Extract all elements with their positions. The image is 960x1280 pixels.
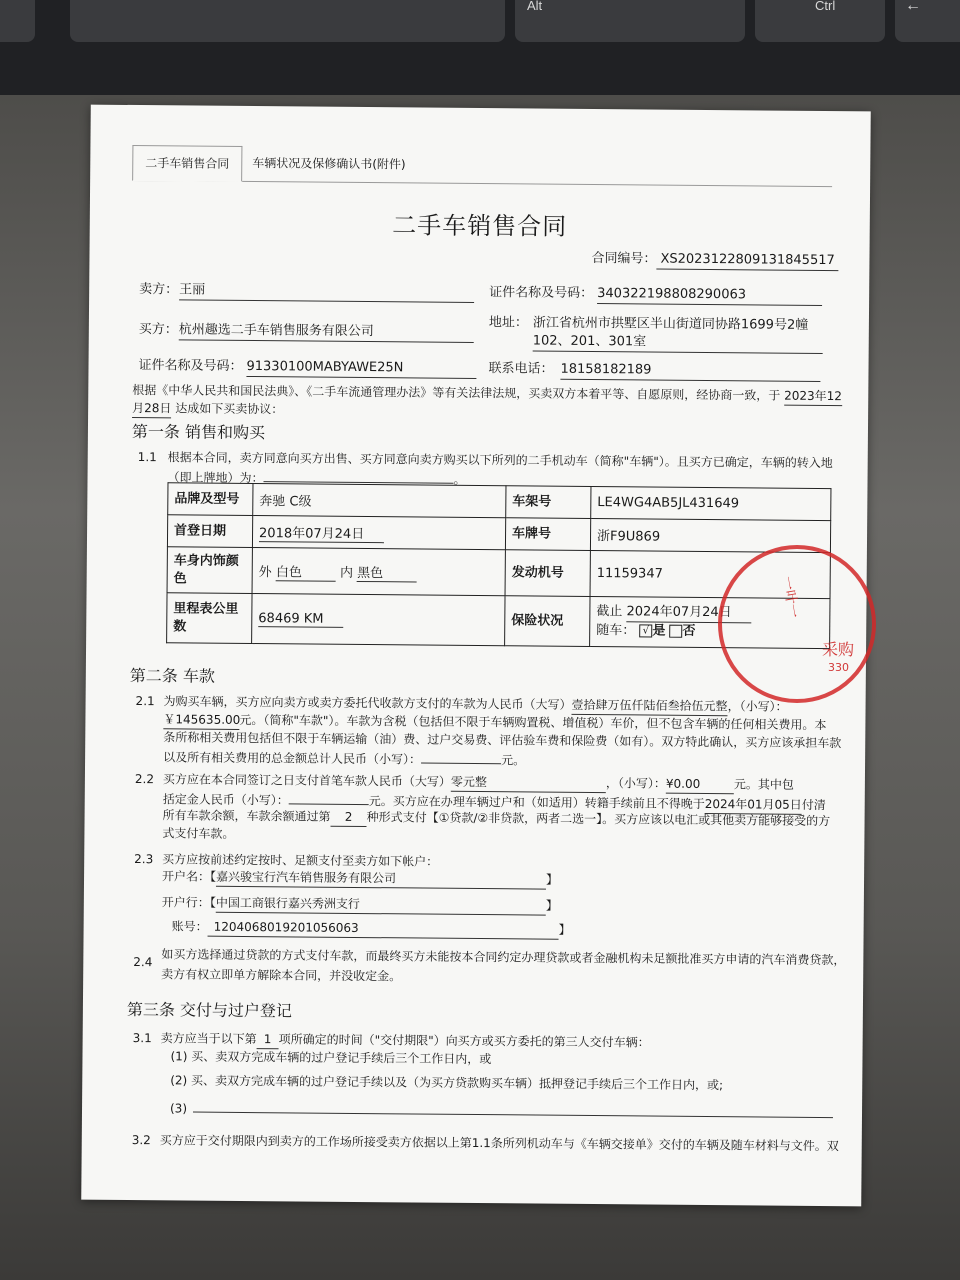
balance-deadline: 2024年01月05日: [705, 795, 802, 815]
contract-no-value: XS2023122809131845517: [656, 251, 838, 272]
article1-title: 第一条 销售和购买: [131, 421, 266, 443]
seller-id-label: 证件名称及号码：: [489, 285, 594, 302]
account-name-row: [162, 867, 558, 889]
mileage-value: 68469 KM: [258, 611, 343, 628]
total-blank: [421, 749, 501, 765]
buyer-id-label: 证件名称及号码：: [138, 358, 243, 374]
art3-2-no: 3.2: [131, 1133, 151, 1148]
art3-1-option3: [170, 1097, 833, 1123]
seal-text-middle: 采购: [822, 640, 855, 659]
article3-title: 第三条 交付与过户登记: [126, 999, 293, 1021]
art2-2-no: 2.2: [134, 772, 155, 787]
mileage-cell: [252, 594, 505, 646]
bracket-close-icon: 】: [545, 898, 558, 913]
art2-2-text-a: 买方应在本合同签订之日支付首笔车款人民币（大写）: [162, 772, 451, 789]
art2-1-line4: [163, 746, 525, 769]
art2-2-text-a3: 元。其中包: [733, 777, 794, 792]
bank-label: 开户行：: [161, 895, 210, 910]
bank-value: 中国工商银行嘉兴秀洲支行: [216, 894, 546, 916]
vin-label: 车架号: [506, 486, 591, 519]
left-arrow-icon: ←: [905, 0, 921, 14]
art3-1-option1: (1) 买、卖双方完成车辆的过户登记手续后三个工作日内，或: [170, 1049, 492, 1067]
address-line2: 102、201、301室: [533, 332, 823, 354]
art3-1-text-a: 卖方应当于以下第: [160, 1031, 257, 1047]
mileage-label: 里程表公里数: [167, 593, 252, 644]
bank-row: [162, 893, 558, 915]
document-tabs: [132, 145, 832, 187]
art1-1-text-b-label: （即上牌地）为：: [167, 470, 264, 486]
company-seal: [718, 545, 876, 703]
art2-4-text-a: 如买方选择通过贷款的方式支付车款，而最终买方未能按本合同约定办理贷款或者金融机构未足额批准买方申请的汽车消费贷款，: [161, 947, 846, 968]
art2-2-text-c1: 所有车款余额，车款余额通过第: [162, 808, 331, 824]
key-alt-label: Alt: [527, 0, 543, 13]
reg-date-value: 2018年07月24日: [259, 522, 384, 543]
art1-1-text-a: 根据本合同，卖方同意向买方出售、买方同意向卖方购买以下所列的二手机动车（简称"车辆"）。且买方已确定，车辆的转入地: [167, 450, 833, 471]
art1-1-no: 1.1: [137, 450, 157, 465]
phone-value: 18158182189: [560, 361, 820, 382]
art2-2-text-c2: 种形式支付【①贷款/②非贷款，两者二选一】。买方应该以电汇或其他卖方能够接受的方: [366, 810, 831, 829]
first-payment-lower: ¥0.00: [666, 775, 734, 795]
intro-date-a: 2023年12: [784, 387, 842, 407]
art2-1-text-a2: ，（小写）：: [727, 699, 788, 714]
insurance-until-value: 2024年07月24日: [626, 603, 751, 623]
art2-1-text-e: 元。: [501, 753, 526, 768]
color-label: 车身内饰颜色: [167, 547, 252, 594]
art2-3-text: 买方应按前述约定按时、足额支付至卖方如下帐户：: [162, 852, 439, 869]
color-cell: [252, 548, 505, 596]
delivery-item: 1: [257, 1030, 279, 1049]
key-ctrl-label: Ctrl: [815, 0, 836, 13]
art3-1-text-b: 项所确定的时间（"交付期限"）向买方或买方委托的第三人交付车辆：: [278, 1032, 650, 1050]
key-space-left[interactable]: [70, 0, 505, 42]
art3-1-option2: (2) 买、卖双方完成车辆的过户登记手续以及（为买方贷款购买车辆）抵押登记手续后三个工作日内，或;: [170, 1073, 724, 1093]
color-in-label: 内: [339, 565, 354, 581]
art3-1-option3-label: (3): [169, 1101, 188, 1116]
account-no-value: 1204068019201056063: [208, 918, 559, 940]
art2-1-text-a1: 为购买车辆，买方应向卖方或卖方委托代收款方支付的车款为人民币（大写）: [163, 694, 572, 712]
price-upper: 壹拾肆万伍仟陆佰叁拾伍元整: [572, 696, 728, 716]
contract-no-label: 合同编号：: [591, 250, 657, 267]
key-ctrl[interactable]: [755, 0, 885, 42]
art2-3-no: 2.3: [134, 852, 154, 867]
keyboard: [0, 0, 960, 95]
art1-1-end: 。: [453, 472, 466, 487]
destination-blank: [264, 467, 454, 484]
buyer-label: 买方：: [138, 322, 178, 338]
art2-4-no: 2.4: [133, 955, 153, 970]
intro-text-b: 达成如下买卖协议：: [175, 401, 284, 417]
art2-1-no: 2.1: [135, 694, 155, 709]
article2-title: 第二条 车款: [129, 665, 215, 686]
seller-id-value: 340322198808290063: [597, 285, 822, 306]
bracket-close-icon: 】: [546, 872, 559, 887]
art2-1-text-b: 元。（简称"车款"）。车款为含税（包括但不限于车辆购置税、增值税）车价，但不包含车辆的任何相关费用。本: [239, 712, 827, 733]
color-out-value: 白色: [276, 561, 336, 582]
art3-1-no: 3.1: [132, 1031, 152, 1046]
insurance-label: 保险状况: [505, 596, 590, 647]
bracket-close-icon: 】: [558, 922, 571, 937]
plate-value: 浙F9U869: [590, 518, 830, 552]
address-label: 地址：: [488, 315, 528, 331]
art2-2-text-b2: 元。买方应在办理车辆过户和（如适用）转籍手续前且不得晚于: [368, 794, 705, 812]
art2-2-text-b1: 括定金人民币（小写）：: [162, 792, 289, 808]
key-alt[interactable]: [515, 0, 745, 42]
account-no-label: 账号：: [171, 919, 208, 934]
buyer-value: 杭州趣选二手车销售服务有限公司: [179, 321, 474, 343]
no-checkbox[interactable]: [669, 625, 682, 638]
key-left-arrow[interactable]: [895, 0, 960, 42]
key-blank-left[interactable]: [0, 0, 35, 42]
art2-2-text-d: 式支付车款。: [162, 826, 235, 841]
phone-label: 联系电话：: [488, 361, 554, 377]
reg-date-cell: [252, 516, 505, 550]
seller-value: 王丽: [179, 281, 474, 303]
with-car-label: 随车：: [596, 623, 636, 639]
brand-label: 品牌及型号: [168, 483, 253, 516]
bracket-open-icon: 【: [210, 869, 217, 884]
price-lower: ￥145635.00: [163, 710, 239, 730]
brand-value: 奔驰 C级: [253, 484, 506, 518]
plate-label: 车牌号: [505, 518, 590, 551]
color-out-label: 外: [258, 564, 272, 580]
address-line1: 浙江省杭州市拱墅区半山街道同协路1699号2幢: [532, 315, 809, 333]
first-payment-upper: 零元整: [451, 773, 606, 793]
account-no-row: [162, 917, 571, 940]
reg-date-label: 首登日期: [167, 515, 252, 548]
color-in-value: 黑色: [357, 561, 417, 582]
art3-2-text: 买方应于交付期限内到卖方的工作场所接受卖方依据以上第1.1条所列机动车与《车辆交接单》交付的车辆及随车材料与文件。双: [159, 1133, 839, 1154]
insurance-until-label: 截止: [596, 604, 623, 620]
payment-method: 2: [331, 808, 367, 827]
yes-checkbox[interactable]: √: [639, 624, 652, 637]
page-title: 二手车销售合同: [392, 211, 568, 241]
bracket-open-icon: 【: [209, 895, 216, 910]
tab-vehicle-condition[interactable]: 车辆状况及保修确认书(附件): [252, 156, 406, 172]
art2-2-text-a2: ，（小写）：: [605, 776, 666, 791]
art2-1-text-c: 条所称相关费用包括但不限于车辆运输（油）费、过户交易费、评估验车费和保险费（如有）。双方特此确认，买方应该承担车款: [163, 730, 842, 751]
seal-text-top: 一叶一: [778, 575, 802, 620]
vin-value: LE4WG4AB5JL431649: [591, 486, 831, 520]
tab-sales-contract[interactable]: 二手车销售合同: [132, 145, 242, 182]
deposit-blank: [289, 789, 369, 805]
intro-text-a: 根据《中华人民共和国民法典》、《二手车流通管理办法》等有关法律法规，买卖双方本着平等、自愿原则，经协商一致，于: [132, 382, 781, 403]
yes-label: 是: [652, 623, 666, 639]
seal-text-bottom: 330: [828, 661, 849, 674]
account-name-label: 开户名：: [162, 869, 211, 884]
seller-label: 卖方：: [139, 282, 179, 298]
intro-text-line2: [132, 399, 283, 419]
contract-no-row: [591, 250, 838, 271]
no-label: 否: [682, 623, 696, 639]
buyer-id-value: 91330100MABYAWE25N: [246, 358, 476, 379]
account-name-value: 嘉兴骏宝行汽车销售服务有限公司: [216, 868, 546, 890]
option3-blank: [193, 1098, 833, 1119]
intro-date-b: 月28日: [132, 399, 171, 418]
engine-label: 发动机号: [505, 550, 590, 597]
art2-1-text-d: 以及所有相关费用的总金额总计人民币（小写）：: [163, 750, 422, 767]
art2-4-text-b: 卖方有权立即单方解除本合同，并没收定金。: [161, 967, 402, 984]
art2-2-text-b3: 付清: [801, 797, 826, 813]
engine-value: 11159347: [590, 550, 830, 598]
